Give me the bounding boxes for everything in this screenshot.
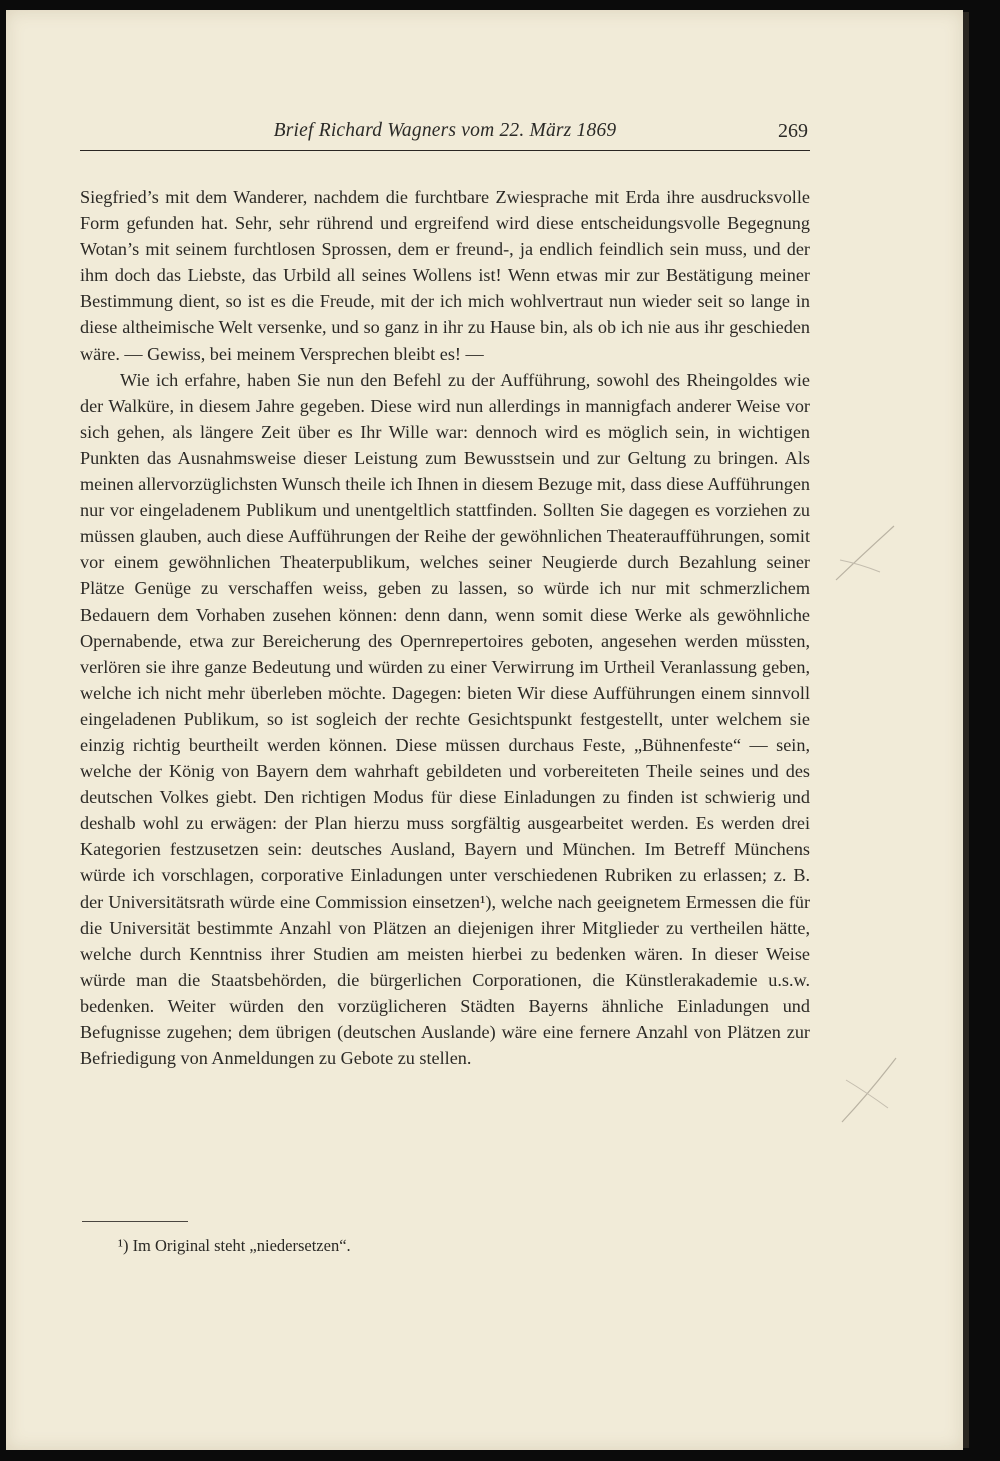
footnote: ¹) Im Original steht „niedersetzen“. xyxy=(118,1236,351,1255)
paragraph-1: Siegfried’s mit dem Wanderer, nachdem die furchtbare Zwiesprache mit Erda ihre ausdrucksvolle Form gefunden hat. Sehr, sehr rührend und ergreifend wird diese entscheidungsvolle Begegnung Wotan’s mit seinem furchtlosen Sprossen, dem er freund-, ja endlich feindlich sein muss, und der ihm doch das Liebste, das Urbild all seines Wollens ist! Wenn etwas mir zur Bestätigung meiner Bestimmung dient, so ist es die Freude, mit der ich mich wohlvertraut nun wieder seit so lange in diese altheimische Welt versenke, und so ganz in ihr zu Hause bin, als ob ich nie aus ihr geschieden wäre. — Gewiss, bei meinem Versprechen bleibt es! — xyxy=(80,187,810,364)
body-text xyxy=(80,184,810,1071)
footnote-separator xyxy=(82,1221,188,1222)
running-header xyxy=(80,118,810,151)
page-edge-shadow xyxy=(963,12,969,1448)
running-header-title: Brief Richard Wagners vom 22. März 1869 xyxy=(273,120,617,141)
page-number: 269 xyxy=(778,120,808,142)
paragraph-2: Wie ich erfahre, haben Sie nun den Befehl zu der Aufführung, sowohl des Rheingoldes wie der Walküre, in diesem Jahre gegeben. Diese wird nun allerdings in mannigfach anderer Weise vor sich gehen, als längere Zeit über es Ihr Wille war: dennoch wird es möglich sein, in wichtigen Punkten das Ausnahmsweise dieser Leistung zum Bewusstsein und zur Geltung zu bringen. Als meinen allervorzüglichsten Wunsch theile ich Ihnen in diesem Bezuge mit, dass diese Aufführungen nur vor eingeladenem Publikum und unentgeltlich stattfinden. Sollten Sie dagegen es vorziehen zu müssen glauben, auch diese Aufführungen der Reihe der gewöhnlichen Theateraufführungen, somit vor einem gewöhnlichen Theaterpublikum, welches seiner Neugierde durch Bezahlung seiner Plätze Genüge zu verschaffen weiss, geben zu lassen, so würde ich nur mit schmerzlichem Bedauern dem Vorhaben zusehen können: denn dann, wenn somit diese Werke als gewöhnliche Opernabende, etwa zur Bereicherung des Opernrepertoires geboten, angesehen werden müssten, verlören sie ihre ganze Bedeutung und würden zu einer Verwirrung im Urtheil Veranlassung geben, welche ich nicht mehr überleben möchte. Dagegen: bieten Wir diese Aufführungen einem sinnvoll eingeladenen Publikum, so ist sogleich der rechte Gesichtspunkt festgestellt, unter welchem sie einzig richtig beurtheilt werden können. Diese müssen durchaus Feste, „Bühnenfeste“ — sein, welche der König von Bayern dem wahrhaft gebildeten und vorbereiteten Theile seines und des deutschen Volkes giebt. Den richtigen Modus für diese Einladungen zu finden ist schwierig und deshalb wohl zu erwägen: der Plan hierzu muss sorgfältig ausgearbeitet werden. Es werden drei Kategorien festzusetzen sein: deutsches Ausland, Bayern und München. Im Betreff Münchens würde ich vorschlagen, corporative Einladungen unter verschiedenen Rubriken zu erlassen; z. B. der Universitätsrath würde eine Commission einsetzen¹), welche nach geeignetem Ermessen die für die Universität bestimmte Anzahl von Plätzen an diejenigen ihrer Mitglieder zu vertheilen hätte, welche durch Kenntniss ihrer Studien am meisten hierbei zu bedenken wären. In dieser Weise würde man die Staatsbehörden, die bürgerlichen Corporationen, die Künstlerakademie u.s.w. bedenken. Weiter würden den vorzüglicheren Städten Bayerns ähnliche Einladungen und Befugnisse zugehen; dem übrigen (deutschen Auslande) wäre eine fernere Anzahl von Plätzen zur Befriedigung von Anmeldungen zu Gebote zu stellen. xyxy=(80,369,810,1069)
